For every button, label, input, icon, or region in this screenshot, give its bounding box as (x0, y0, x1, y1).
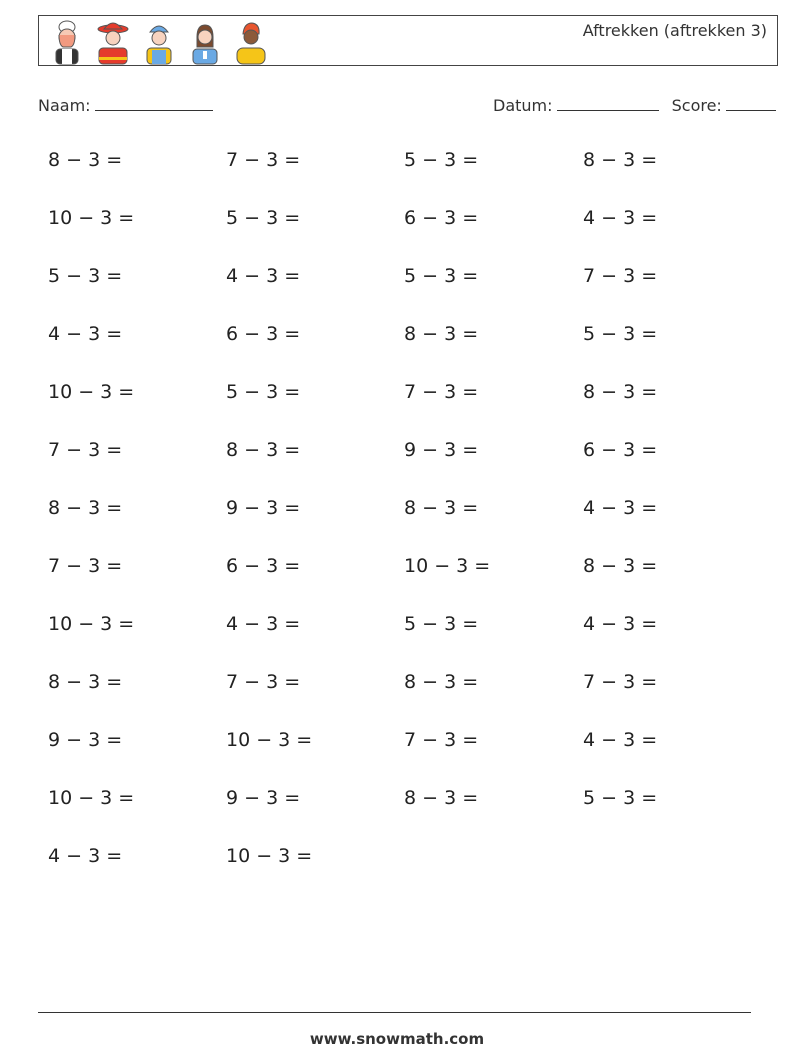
problem-item: 8 − 3 = (48, 149, 123, 171)
avatar-strip (47, 19, 271, 65)
problem-item: 7 − 3 = (48, 439, 123, 461)
problem-item: 7 − 3 = (226, 671, 301, 693)
problem-item: 10 − 3 = (404, 555, 491, 577)
score-label: Score: (671, 96, 722, 115)
problem-item: 4 − 3 = (583, 613, 658, 635)
problem-grid (48, 137, 764, 891)
problem-item: 4 − 3 = (583, 497, 658, 519)
problem-item: 6 − 3 = (583, 439, 658, 461)
problem-item: 5 − 3 = (404, 149, 479, 171)
problem-item (404, 833, 583, 891)
problem-item: 10 − 3 = (226, 845, 313, 867)
problem-item: 10 − 3 = (226, 729, 313, 751)
problem-item: 7 − 3 = (226, 149, 301, 171)
worksheet-title: Aftrekken (aftrekken 3) (582, 21, 767, 40)
problem-item: 5 − 3 = (583, 787, 658, 809)
name-field (38, 93, 213, 115)
problem-item: 8 − 3 = (404, 497, 479, 519)
score-line (726, 93, 776, 111)
problem-item (583, 833, 762, 891)
problem-item: 7 − 3 = (583, 265, 658, 287)
problem-item: 4 − 3 = (48, 323, 123, 345)
footer-url: www.snowmath.com (309, 1030, 485, 1048)
problem-item: 7 − 3 = (48, 555, 123, 577)
firefighter-avatar-icon (93, 19, 133, 65)
name-line (95, 93, 213, 111)
problem-item: 8 − 3 = (404, 787, 479, 809)
problem-item: 4 − 3 = (583, 207, 658, 229)
worker-avatar-icon (139, 19, 179, 65)
problem-item: 10 − 3 = (48, 381, 135, 403)
problem-item: 5 − 3 = (404, 265, 479, 287)
problem-item: 9 − 3 = (226, 787, 301, 809)
problem-item: 8 − 3 = (583, 555, 658, 577)
problem-item: 8 − 3 = (583, 149, 658, 171)
name-label: Naam: (38, 96, 91, 115)
problem-item: 9 − 3 = (48, 729, 123, 751)
footer-divider (38, 1012, 751, 1013)
problem-item: 9 − 3 = (226, 497, 301, 519)
person-avatar-icon (231, 19, 271, 65)
problem-item: 6 − 3 = (404, 207, 479, 229)
problem-item: 7 − 3 = (404, 381, 479, 403)
problem-item: 4 − 3 = (226, 265, 301, 287)
problem-item: 7 − 3 = (404, 729, 479, 751)
problem-item: 8 − 3 = (48, 497, 123, 519)
problem-item: 4 − 3 = (48, 845, 123, 867)
problem-item: 9 − 3 = (404, 439, 479, 461)
problem-item: 5 − 3 = (226, 381, 301, 403)
chef-avatar-icon (47, 19, 87, 65)
date-score-field (493, 93, 776, 115)
problem-item: 10 − 3 = (48, 787, 135, 809)
date-line (557, 93, 659, 111)
problem-item: 10 − 3 = (48, 207, 135, 229)
date-label: Datum: (493, 96, 553, 115)
problem-item: 7 − 3 = (583, 671, 658, 693)
problem-item: 8 − 3 = (583, 381, 658, 403)
problem-item: 10 − 3 = (48, 613, 135, 635)
problem-item: 5 − 3 = (404, 613, 479, 635)
problem-item: 8 − 3 = (226, 439, 301, 461)
problem-item: 8 − 3 = (404, 323, 479, 345)
problem-item: 8 − 3 = (48, 671, 123, 693)
problem-item: 6 − 3 = (226, 323, 301, 345)
problem-item: 5 − 3 = (583, 323, 658, 345)
problem-item: 6 − 3 = (226, 555, 301, 577)
problem-item: 4 − 3 = (226, 613, 301, 635)
nurse-avatar-icon (185, 19, 225, 65)
worksheet-header (38, 15, 778, 66)
problem-item: 5 − 3 = (226, 207, 301, 229)
problem-item: 4 − 3 = (583, 729, 658, 751)
problem-item: 8 − 3 = (404, 671, 479, 693)
problem-item: 5 − 3 = (48, 265, 123, 287)
